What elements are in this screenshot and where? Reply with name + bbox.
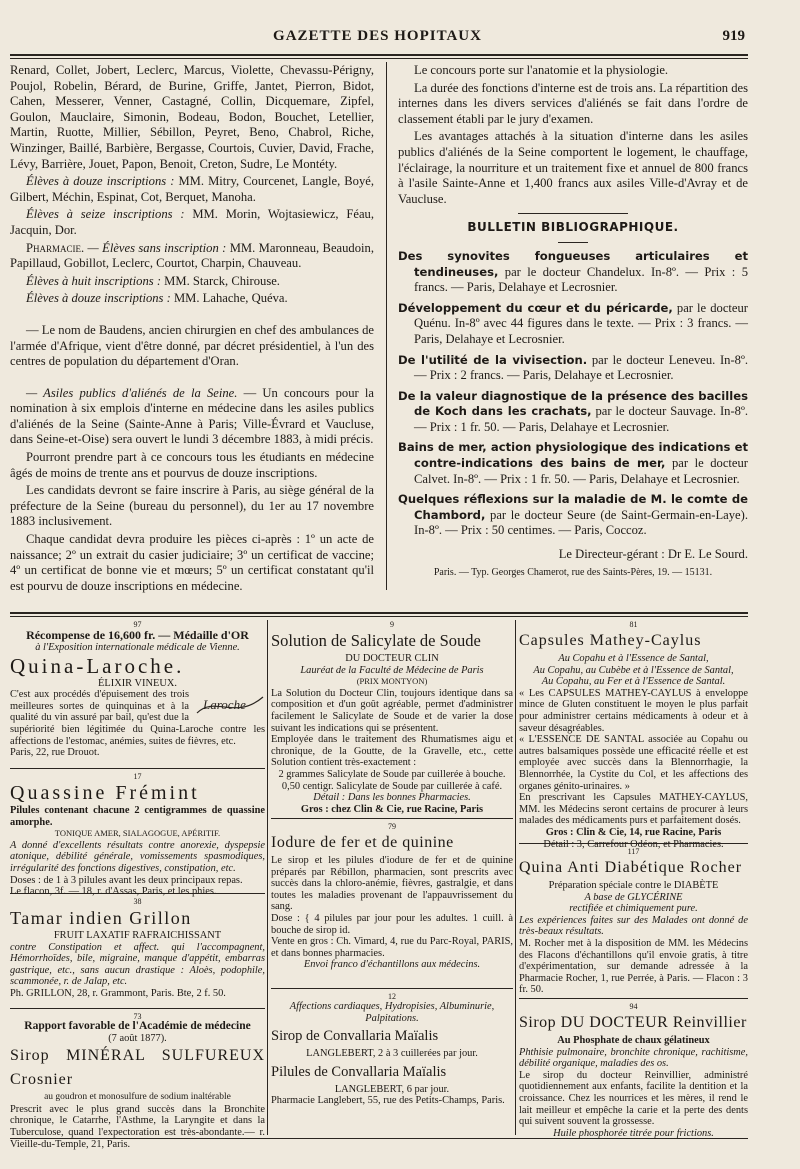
imprint: Paris. — Typ. Georges Chamerot, rue des Saints-Pères, 19. — 15131. [433,566,713,578]
ad-subhead: FRUIT LAXATIF RAFRAICHISSANT [53,930,222,941]
right-column [398,63,748,580]
ad-separator [519,843,748,844]
label: — Asiles publics d'aliénés de la Seine. [26,385,238,400]
ad-brand-sirop: Sirop de Convallaria Maïalis [271,1028,439,1045]
ad-number: 97 [133,620,142,629]
ad-dose-2: 0,50 centigr. Salicylate de Soude par cuillerée à café. [281,780,503,792]
ad-variant-1: Au Copahu et à l'Essence de Santal, [558,653,709,664]
ad-retail: Détail : 3, Carrefour Odéon, et Pharmacies. [543,838,724,850]
ad-number: 117 [627,847,640,856]
ad-separator [519,998,748,999]
ads-rule [10,612,748,614]
ad-separator [10,768,265,769]
ad-brand: Sirop DU DOCTEUR Reinvillier [519,1014,747,1031]
ad-subhead: Préparation spéciale contre le DIABÈTE [548,880,719,891]
page-number: 919 [722,28,745,44]
concours-note: Le concours porte sur l'anatomie et la physiologie. [414,63,669,77]
entry-text: par le docteur Calvet. In-8º. — Prix : 1 fr. 50. — Paris, Delahaye et Lecrosnier. [414,456,748,486]
ad-iodure-fer [271,815,513,985]
students-12 [10,174,374,205]
bibliography-entry [398,389,748,436]
entry-text: par le docteur Chandelux. In-8º. — Prix : 5 francs. — Paris, Delahaye et Lecrosnier. [414,264,749,295]
students-16 [10,207,374,238]
ad-body: La Solution du Docteur Clin, toujours identique dans sa composition et d'un goût agréable, permet d'administrer facilement le Salicylate de Soude et de varier la dose suivant les indications qui se présentent. [271,687,513,734]
pharmacie-8 [10,274,374,290]
ad-prize: (PRIX MONTYON) [356,676,428,687]
ad-body: « Les CAPSULES MATHEY-CAYLUS à enveloppe mince de Gluten constituent le moyen le plus parfait pour administrer certains médicaments à odeur et à saveur désagréables. [519,687,748,734]
spacer [10,309,374,323]
ad-divider-2 [515,620,516,1135]
ad-product: ÉLIXIR VINEUX. [98,677,177,689]
label: Élèves à huit inscriptions : [26,273,162,288]
bottom-rule [10,1138,748,1139]
bibliography-entry [398,440,748,487]
baudens-note: — Le nom de Baudens, ancien chirurgien en chef des ambulances de l'armée d'Afrique, vient d'être donné, par décret présidentiel, à l'un des centres de population du département d'Oran. [10,322,374,369]
ads-rule-thin [10,616,748,617]
ad-subhead: à l'Exposition internationale médicale de Vienne. [35,642,240,653]
ad-dose: Doses : de 1 à 3 pilules avant les deux principaux repas. [10,874,243,886]
ad-body: A donné d'excellents résultats contre anorexie, dyspepsie atonique, débilité générale, vomissements spasmodiques, irrégularité des fonctions digestives, constipation, etc. [10,839,265,874]
ad-number: 79 [388,822,396,831]
documents: Chaque candidat devra produire les pièces ci-après : 1º un acte de naissance; 2º un extrait du casier judiciaire; 3º un certificat de vaccine; 4º un certificat de bonne vie et mœurs; 5º un certificat constatant qu'il est pourvu de douze inscriptions en médecine. [10,532,374,593]
ad-huile: Huile phosphorée titrée pour frictions. [553,1127,714,1139]
ad-separator [271,818,513,819]
ad-body: Le sirop et les pilules d'iodure de fer et de quinine préparés par Rébillon, pharmacien, sont prescrits avec succès dans la chloro-anémie, fièvres, gastralgie, et dans toutes les maladies provenant de l'appauvrissement du sang. [271,855,513,913]
ad-author: DU DOCTEUR CLIN [345,653,439,664]
names: MM. Lahache, Quéva. [173,291,288,306]
label: Élèves à seize inscriptions : [26,207,185,222]
ad-wholesale: Vente en gros : Ch. Vimard, 4, rue du Parc-Royal, PARIS, et dans bonnes pharmacies. [271,936,513,959]
ad-headline: Récompense de 16,600 fr. — Médaille d'OR [26,628,249,642]
ad-dose: Dose : { 4 pilules par jour pour les adultes. 1 cuill. à bouche de sirop id. [271,912,513,936]
ad-indications: Phthisie pulmonaire, bronchite chronique, rachitisme, débilité organique, maladies des os. [519,1046,748,1070]
bibliography-entry [398,301,748,348]
bibliography-entry [398,249,748,296]
ad-number: 81 [629,620,638,629]
entry-text: par le docteur Leneveu. In-8º. — Prix : 2 francs. — Paris, Delahaye et Lecrosnier. [414,352,748,383]
ad-variant-2: Au Copahu, au Cubèbe et à l'Essence de Santal, [533,664,734,676]
entry-text: par le docteur Sauvage. In-8º. — Prix : 1 fr. 50. — Paris, Delahaye et Lecrosnier. [414,404,748,434]
text: — Un concours pour la nomination à six emplois d'interne en médecine dans les asiles publics d'aliénés de la Seine (Sainte-Anne à Paris; Ville-Évrard et Vaucluse, dans Seine-et-Oise) sera ouvert le lundi 3 décembre 1883, à midi précis. [10,385,375,447]
ad-number: 12 [388,992,396,1001]
ad-wholesale: Gros : Clin & Cie, 14, rue Racine, Paris [545,826,722,838]
entry-text: par le docteur Quénu. In-8º avec 44 figures dans le texte. — Prix : 3 francs. — Paris, Delahaye et Lecrosnier. [414,300,748,346]
label: — Élèves sans inscription : [87,240,227,255]
ad-brand: Tamar indien Grillon [10,908,192,928]
ad-samples: Envoi franco d'échantillons aux médecins. [303,959,481,971]
entry-text: par le docteur Seure (de Saint-Germain-en-Laye). In-8º. — Prix : 50 centimes. — Paris, Coccoz. [414,507,748,538]
ad-brand-pilules: Pilules de Convallaria Maïalis [271,1063,447,1080]
label: Élèves à douze inscriptions : [26,291,171,306]
ad-sirop-crosnier [10,1005,265,1150]
ad-quassine [10,765,265,898]
names: MM. Morin, Wojtasiewicz, Féau, Jacquin, Dor. [10,207,375,237]
header-rule [10,54,748,56]
ad-body: Prescrit avec le plus grand succès dans la Bronchite chronique, le Catarrhe, l'Asthme, la Laryngite et dans la Tuberculose, quand l'expectoration est très-abondante.— r. Vieille-du-Temple, 21, Paris. [10,1103,265,1150]
laroche-signature [195,691,265,719]
ad-brand: Quina Anti Diabétique Rocher [519,859,743,876]
spacer [10,372,374,386]
ad-usage: Employée dans le traitement des Rhumatismes aigu et chronique, de la Goutte, de la Gravelle, etc., cette Solution contient très-exactement : [271,734,513,769]
ad-body-3: En prescrivant les Capsules MATHEY-CAYLUS, MM. les Médecins seront certains de procurer à leurs malades des médicaments purs et parfaitement dosés. [519,792,748,827]
names: MM. Maronneau, Beaudoin, Papillaud, Gobillot, Leclerc, Courtot, Charpin, Chauveau. [10,240,374,271]
ad-number: 73 [133,1012,142,1021]
bibliography-entry [398,492,748,539]
ad-dosage-pilules: LANGLEBERT, 6 par jour. [334,1083,450,1095]
ad-body: M. Rocher met à la disposition de MM. les Médecins des Flacons d'échantillons qu'il envoie gratis, à titre d'expérimentation, sur demande adressée à la Pharmacie Rocher, 1, rue Perrée, à Paris. — Flacon : 3 fr. 50. [519,937,748,996]
ad-number: 94 [629,1002,638,1011]
ad-subhead: Au Phosphate de chaux gélatineux [557,1035,710,1046]
signature: Le Directeur-gérant : Dr E. Le Sourd. [558,547,748,562]
ad-address: Pharmacie Langlebert, 55, rue des Petits-Champs, Paris. [271,1095,505,1107]
label: Élèves à douze inscriptions : [26,174,175,189]
signature-text: Laroche [203,697,246,713]
label-sc: Pharmacie. [26,240,85,255]
names: MM. Mitry, Courcenet, Langle, Boyé, Gilbert, Méchin, Espinat, Cot, Berquet, Manoha. [10,174,374,204]
ad-brand: Capsules Mathey-Caylus [519,632,702,649]
entry-title: Des synovites fongueuses articulaires et tendineuses, [398,248,748,279]
left-column [10,63,374,596]
ad-subhead: au goudron et monosulfure de sodium inaltérable [44,1092,231,1103]
column-divider [386,62,387,590]
ad-price: Le flacon, 3f. — 18, r. d'Assas, Paris, et les phies. [10,886,217,898]
bibliography-list [398,249,748,539]
ad-tamar [10,890,265,1005]
bibliography-entry [398,353,748,384]
ad-address: Ph. GRILLON, 28, r. Grammont, Paris. Bte, 2 f. 50. [10,987,226,999]
ad-dosage-sirop: LANGLEBERT, 2 à 3 cuillerées par jour. [306,1048,478,1060]
eligibility: Pourront prendre part à ce concours tous les étudiants en médecine âgés de moins de trente ans et pourvus de douze inscriptions. [10,450,374,480]
duree-note: La durée des fonctions d'interne est de trois ans. La répartition des internes dans les divers services d'aliénés se fait dans l'ordre de classement établi par le jury d'examen. [398,80,748,126]
entry-title: Bains de mer, action physiologique des indications et contre-indications des bains de mer, [398,440,748,471]
registration: Les candidats devront se faire inscrire à Paris, au siège général de la préfecture de la Seine (bureau du personnel), du 1er au 17 novembre 1883 inclusivement. [10,483,374,529]
ad-number: 17 [133,772,142,781]
entry-title: De l'utilité de la vivisection. [398,352,588,367]
entry-title: De la valeur diagnostique de la présence des bacilles de Koch dans les crachats, [398,388,748,419]
signature-flourish-icon [195,691,265,719]
ad-brand: Quassine Frémint [10,782,200,804]
ad-body: C'est aux procédés d'épuisement des trois meilleures sortes de quinquinas et à la qualité du vin assuré par bail, qu'est due la supériorité bien légitimée du Quina-Laroche contre les affections de l'estomac, anémies, suites de fièvres, etc. [10,689,265,747]
ad-body: Le sirop du docteur Reinvillier, administré quotidiennement aux enfants, facilite la dentition et la croissance. Chez les nourrices et les mères, il rend le lait meilleur et empêche la carie et la perte des dents qui suivent souvent la grossesse. [519,1069,748,1128]
ad-body: contre Constipation et affect. qui l'accompagnent, Hémorrhoïdes, bile, migraine, manque d'appétit, embarras gastrique, etc., sans aucun drastique : Aloès, podophile, scammonée, r. de Jalap, etc. [10,941,265,988]
ad-headline: Rapport favorable de l'Académie de médecine [24,1020,251,1032]
ad-salicylate [271,620,513,815]
names: MM. Starck, Chirouse. [164,273,280,288]
asiles-note [10,386,374,448]
ad-mathey-caylus [519,620,748,850]
ad-rectified: rectifiée et chimiquement pure. [569,903,698,915]
ad-variant-3: Au Copahu, au Fer et à l'Essence de Santal. [541,676,726,688]
ad-brand: Sirop MINÉRAL SULFUREUX Crosnier [10,1047,265,1089]
ad-address: Paris, 22, rue Drouot. [10,747,100,759]
ad-brand: Solution de Salicylate de Soude [271,631,481,650]
pharmacie-12 [10,291,374,307]
ad-separator [10,1008,265,1009]
bulletin-title: BULLETIN BIBLIOGRAPHIQUE. [467,220,679,235]
ad-laureat: Lauréat de la Faculté de Médecine de Paris [300,664,484,676]
ad-number: 9 [390,620,394,629]
ad-number: 38 [133,897,142,906]
ad-subhead: Pilules contenant chacune 2 centigrammes de quassine amorphe. [10,805,265,828]
ad-separator [271,988,513,989]
journal-title: GAZETTE DES HOPITAUX [273,28,482,44]
ad-headline: Affections cardiaques, Hydropisies, Albuminurie, Palpitations. [289,1001,495,1024]
ad-reinvillier [519,995,748,1139]
ad-retail: Détail : Dans les bonnes Pharmacies. [313,792,471,804]
ad-quina-laroche [10,620,265,765]
ad-body-2: « L'ESSENCE DE SANTAL associée au Copahu ou autres balsamiques possède une efficacité réelle et est employée avec succès dans la Blennorrhagie, la Blennorrhée, la Cystite du Col, et les affections des organes génito-urinaires. » [519,734,748,792]
title-underline [558,242,588,243]
ad-divider-1 [267,620,268,1135]
header-rule-thin [10,58,748,59]
entry-title: Quelques réflexions sur la maladie de M. le comte de Chambord, [398,492,748,522]
ad-tagline: TONIQUE AMER, SIALAGOGUE, APÉRITIF. [54,828,221,839]
student-list: Renard, Collet, Jobert, Leclerc, Marcus, Violette, Chevassu-Périgny, Poujol, Robelin, Bérard, de Burine, Griffe, Jantet, Pierron, Bidot, Cahen, Messerer, Venner, Castagné, Collin, Dicquemare, Zipfel, Goulon, Mauclaire, Simonin, Bodeau, Bodon, Bouchet, Letellier, Martin, Ruotte, Millier, Sébillon, Peyret, Beno, Chabrol, Riche, Winzinger, Baillé, Barbière, Bergasse, Courtois, Cuvier, David, Frache, Lévy, Barrière, Jouet, Papon, Benoit, Creton, Sudre, Le Montéty. [10,63,374,171]
page-header [10,28,745,50]
ad-wholesale: Gros : chez Clin & Cie, rue Racine, Paris [300,803,484,815]
ad-date: (7 août 1877). [108,1032,167,1044]
ad-brand: Iodure de fer et de quinine [271,834,454,851]
ad-experience: Les expériences faites sur des Malades ont donné de très-beaux résultats. [519,914,748,938]
ad-dose: 2 grammes Salicylate de Soude par cuillerée à bouche. [278,768,506,780]
ad-separator [10,893,265,894]
pharmacie-students [10,241,374,272]
ad-brand: Quina-Laroche. [10,653,185,678]
section-separator [518,213,628,214]
ad-convallaria [271,985,513,1135]
avantages-note: Les avantages attachés à la situation d'interne dans les asiles publics d'aliénés de la Seine comportent le logement, le chauffage, l'éclairage, la nourriture et un traitement fixe et annuel de 800 francs à l'asile Sainte-Anne et 1,400 francs aux asiles Ville-d'Avray et de Vaucluse. [398,129,748,206]
ad-quina-rocher [519,840,748,995]
entry-title: Développement du cœur et du péricarde, [398,300,673,315]
ad-base: A base de GLYCÉRINE [584,891,683,903]
